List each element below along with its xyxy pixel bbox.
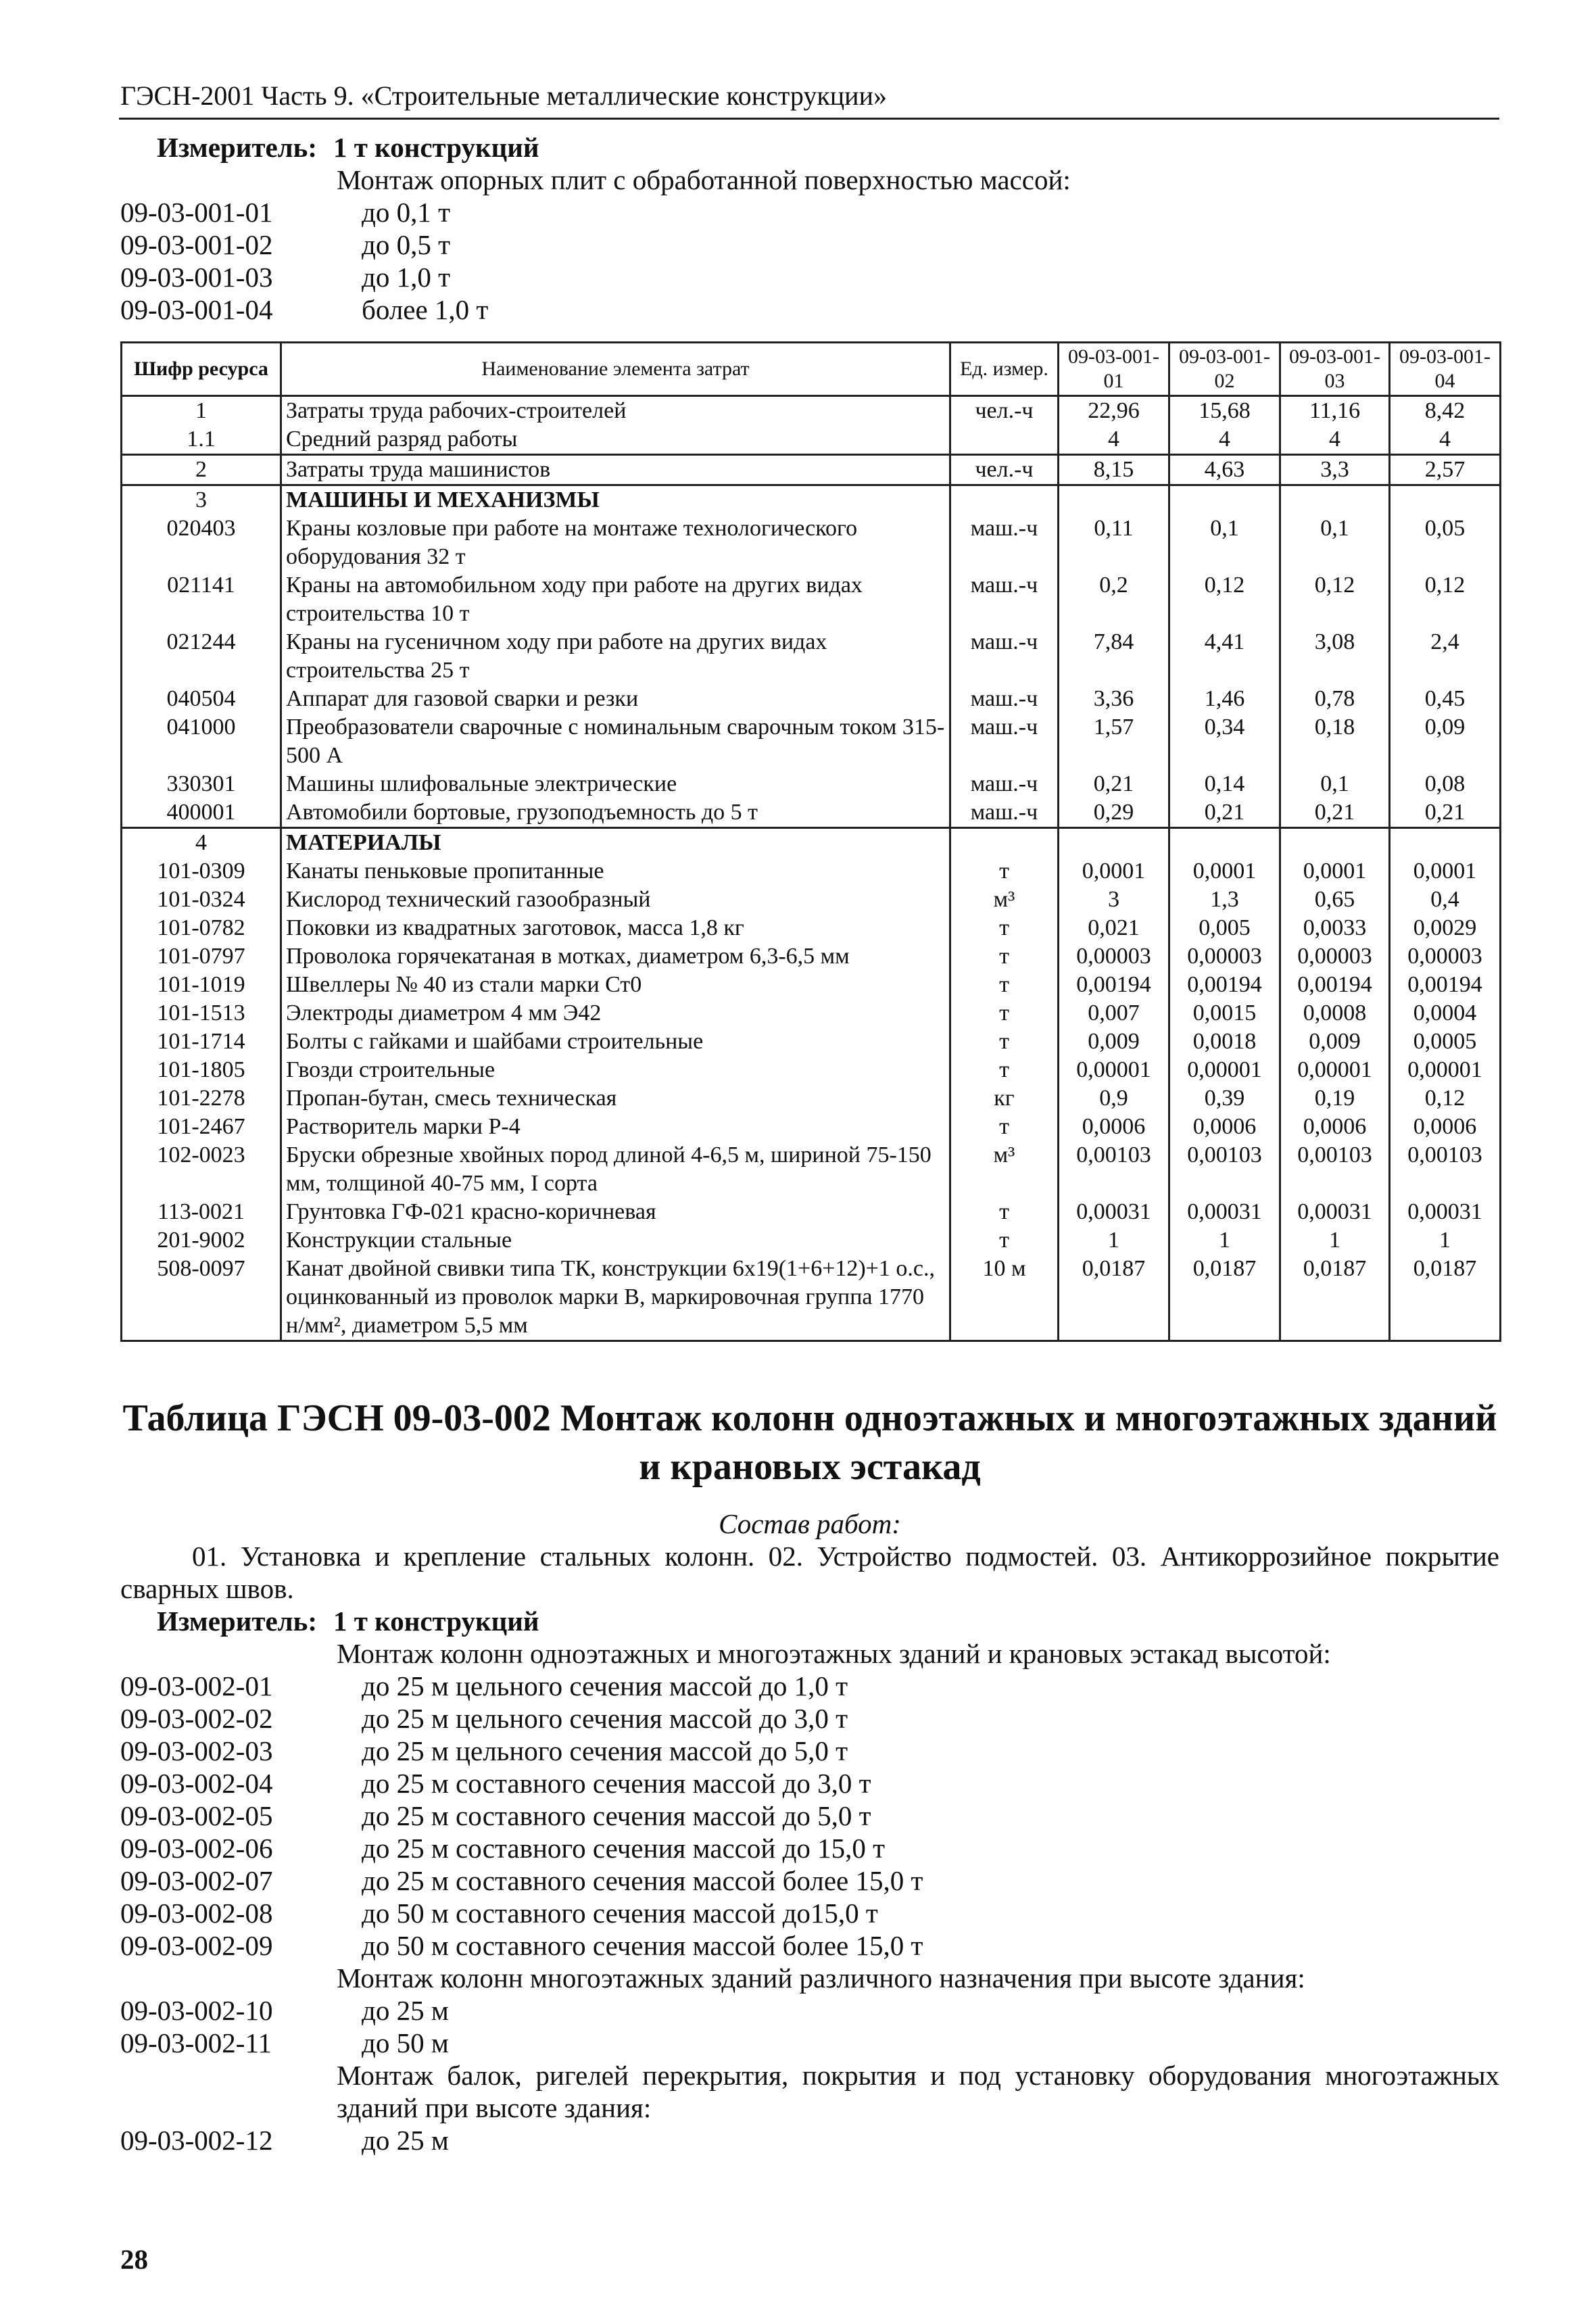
code-desc: до 25 м — [362, 1995, 449, 2026]
value-col-3: 0,65 — [1280, 886, 1390, 914]
code: 09-03-001-01 — [120, 197, 273, 228]
value-col-2: 1,46 — [1169, 685, 1280, 713]
value-col-4: 2,57 — [1390, 455, 1501, 485]
resource-code: 101-0309 — [122, 857, 281, 886]
code-desc: до 50 м составного сечения массой до15,0 т — [362, 1898, 878, 1929]
value-col-4: 1 — [1390, 1226, 1501, 1255]
value-col-2: 0,0018 — [1169, 1028, 1280, 1056]
value-col-4: 0,05 — [1390, 514, 1501, 571]
resource-unit — [950, 828, 1059, 858]
value-col-2: 0,00001 — [1169, 1056, 1280, 1084]
meter-line-2 — [157, 1605, 539, 1637]
value-col-1 — [1059, 485, 1169, 515]
resource-code: 113-0021 — [122, 1198, 281, 1226]
resource-unit: т — [950, 1226, 1059, 1255]
value-col-1: 0,0001 — [1059, 857, 1169, 886]
value-col-2: 0,0006 — [1169, 1113, 1280, 1141]
value-col-2: 0,39 — [1169, 1084, 1280, 1113]
value-col-3: 0,00001 — [1280, 1056, 1390, 1084]
value-col-1: 1 — [1059, 1226, 1169, 1255]
header-col-2: 09-03-001-02 — [1169, 343, 1280, 396]
meter-label: Измеритель: — [157, 1606, 318, 1637]
resource-name: Машины шлифовальные электрические — [281, 770, 950, 798]
code: 09-03-002-08 — [120, 1898, 273, 1929]
table-row — [122, 514, 1501, 571]
table-row — [122, 628, 1501, 685]
table-body — [122, 396, 1501, 1341]
value-col-3: 0,1 — [1280, 770, 1390, 798]
resource-unit: м³ — [950, 886, 1059, 914]
value-col-2: 0,0187 — [1169, 1255, 1280, 1341]
resource-code: 101-0782 — [122, 914, 281, 942]
table-row — [122, 857, 1501, 886]
table-row — [122, 485, 1501, 515]
work-text: 01. Установка и крепление стальных колонн. 02. Устройство подмостей. 03. Антикоррозийное покрытие сварных швов. — [120, 1541, 1499, 1604]
resource-code: 021244 — [122, 628, 281, 685]
value-col-3: 0,009 — [1280, 1028, 1390, 1056]
resource-name: Затраты труда машинистов — [281, 455, 950, 485]
code-desc: до 25 м составного сечения массой до 15,0 т — [362, 1833, 886, 1864]
value-col-4: 0,00001 — [1390, 1056, 1501, 1084]
value-col-2 — [1169, 485, 1280, 515]
resource-name: Швеллеры № 40 из стали марки Ст0 — [281, 971, 950, 999]
resource-unit — [950, 485, 1059, 515]
table-row — [122, 798, 1501, 828]
resource-name: Краны на гусеничном ходу при работе на других видах строительства 25 т — [281, 628, 950, 685]
meter-line-1 — [157, 131, 539, 164]
value-col-3: 0,0008 — [1280, 999, 1390, 1028]
code-desc: до 25 м цельного сечения массой до 5,0 т — [362, 1735, 848, 1766]
value-col-1: 0,21 — [1059, 770, 1169, 798]
code-desc: до 25 м цельного сечения массой до 3,0 т — [362, 1703, 848, 1734]
table-row — [122, 971, 1501, 999]
value-col-2: 0,21 — [1169, 798, 1280, 828]
value-col-1: 0,00103 — [1059, 1141, 1169, 1198]
value-col-1: 0,021 — [1059, 914, 1169, 942]
resource-code: 101-1513 — [122, 999, 281, 1028]
resource-name: Проволока горячекатаная в мотках, диаметром 6,3-6,5 мм — [281, 942, 950, 971]
value-col-2: 0,00031 — [1169, 1198, 1280, 1226]
value-col-4: 0,00103 — [1390, 1141, 1501, 1198]
section2-intro-1: Монтаж колонн одноэтажных и многоэтажных зданий и крановых эстакад высотой: — [337, 1638, 1331, 1669]
value-col-2: 0,14 — [1169, 770, 1280, 798]
resource-code: 3 — [122, 485, 281, 515]
code-desc: до 25 м составного сечения массой более 15,0 т — [362, 1865, 923, 1896]
code-desc: до 0,1 т — [362, 197, 451, 228]
resource-code: 101-1805 — [122, 1056, 281, 1084]
value-col-4: 0,00031 — [1390, 1198, 1501, 1226]
table-row — [122, 1198, 1501, 1226]
resource-table — [120, 341, 1501, 1342]
resource-code: 1.1 — [122, 425, 281, 455]
resource-code: 101-1019 — [122, 971, 281, 999]
value-col-1: 0,007 — [1059, 999, 1169, 1028]
resource-unit: маш.-ч — [950, 770, 1059, 798]
resource-unit: маш.-ч — [950, 514, 1059, 571]
resource-code: 1 — [122, 396, 281, 426]
resource-code: 021141 — [122, 571, 281, 628]
table-row — [122, 770, 1501, 798]
resource-unit: т — [950, 1113, 1059, 1141]
resource-unit: маш.-ч — [950, 685, 1059, 713]
value-col-3: 0,1 — [1280, 514, 1390, 571]
value-col-2: 0,00103 — [1169, 1141, 1280, 1198]
value-col-4: 0,08 — [1390, 770, 1501, 798]
value-col-2: 0,34 — [1169, 713, 1280, 770]
resource-name: Болты с гайками и шайбами строительные — [281, 1028, 950, 1056]
table-row — [122, 1056, 1501, 1084]
value-col-4: 4 — [1390, 425, 1501, 455]
value-col-3: 3,08 — [1280, 628, 1390, 685]
value-col-3: 4 — [1280, 425, 1390, 455]
value-col-2: 0,00003 — [1169, 942, 1280, 971]
resource-unit: кг — [950, 1084, 1059, 1113]
block1-intro: Монтаж опорных плит с обработанной поверхностью массой: — [337, 164, 1071, 195]
value-col-1: 3,36 — [1059, 685, 1169, 713]
code: 09-03-001-04 — [120, 294, 273, 325]
value-col-3: 11,16 — [1280, 396, 1390, 426]
resource-code: 201-9002 — [122, 1226, 281, 1255]
resource-name: Краны козловые при работе на монтаже технологического оборудования 32 т — [281, 514, 950, 571]
resource-name: Затраты труда рабочих-строителей — [281, 396, 950, 426]
resource-unit: т — [950, 857, 1059, 886]
meter-value: 1 т конструкций — [333, 132, 539, 163]
resource-name: Растворитель марки Р-4 — [281, 1113, 950, 1141]
value-col-3: 0,0006 — [1280, 1113, 1390, 1141]
resource-code: 330301 — [122, 770, 281, 798]
value-col-3: 0,78 — [1280, 685, 1390, 713]
resource-unit: т — [950, 999, 1059, 1028]
resource-unit: маш.-ч — [950, 628, 1059, 685]
table-row — [122, 425, 1501, 455]
value-col-1: 0,0187 — [1059, 1255, 1169, 1341]
value-col-1: 7,84 — [1059, 628, 1169, 685]
resource-code: 4 — [122, 828, 281, 858]
value-col-4: 0,0005 — [1390, 1028, 1501, 1056]
value-col-4: 0,45 — [1390, 685, 1501, 713]
meter-label: Измеритель: — [157, 132, 318, 163]
resource-code: 101-2278 — [122, 1084, 281, 1113]
table-row — [122, 1084, 1501, 1113]
code: 09-03-002-12 — [120, 2125, 273, 2156]
value-col-1: 0,9 — [1059, 1084, 1169, 1113]
resource-name: Канаты пеньковые пропитанные — [281, 857, 950, 886]
value-col-1: 22,96 — [1059, 396, 1169, 426]
code: 09-03-002-06 — [120, 1833, 273, 1864]
value-col-3: 0,00194 — [1280, 971, 1390, 999]
value-col-4: 0,09 — [1390, 713, 1501, 770]
code-desc: до 25 м — [362, 2125, 449, 2156]
code: 09-03-002-11 — [120, 2027, 272, 2058]
resource-name: МАШИНЫ И МЕХАНИЗМЫ — [281, 485, 950, 515]
code-desc: до 25 м составного сечения массой до 3,0 т — [362, 1768, 871, 1799]
table-row — [122, 1113, 1501, 1141]
table-row — [122, 1028, 1501, 1056]
value-col-4: 0,0187 — [1390, 1255, 1501, 1341]
value-col-3: 0,00031 — [1280, 1198, 1390, 1226]
value-col-3 — [1280, 828, 1390, 858]
value-col-2: 0,00194 — [1169, 971, 1280, 999]
header-rule — [119, 118, 1499, 120]
value-col-3: 1 — [1280, 1226, 1390, 1255]
code: 09-03-002-09 — [120, 1930, 273, 1961]
table-header-row — [122, 343, 1501, 396]
value-col-3: 0,0033 — [1280, 914, 1390, 942]
value-col-1: 0,11 — [1059, 514, 1169, 571]
value-col-2: 0,0015 — [1169, 999, 1280, 1028]
resource-name: Краны на автомобильном ходу при работе на других видах строительства 10 т — [281, 571, 950, 628]
resource-unit: т — [950, 942, 1059, 971]
resource-unit: т — [950, 914, 1059, 942]
resource-name: Канат двойной свивки типа ТК, конструкции 6х19(1+6+12)+1 о.с., оцинкованный из проволок марки В, маркировочная группа 1770 н/мм², диаметром 5,5 мм — [281, 1255, 950, 1341]
value-col-1: 0,00194 — [1059, 971, 1169, 999]
code-desc: до 50 м — [362, 2027, 449, 2058]
resource-name: Гвозди строительные — [281, 1056, 950, 1084]
code: 09-03-002-10 — [120, 1995, 273, 2026]
code-desc: до 25 м цельного сечения массой до 1,0 т — [362, 1670, 848, 1702]
header-col-1: 09-03-001-01 — [1059, 343, 1169, 396]
value-col-1: 0,2 — [1059, 571, 1169, 628]
code: 09-03-001-03 — [120, 262, 273, 293]
value-col-4: 0,0029 — [1390, 914, 1501, 942]
resource-unit: чел.-ч — [950, 455, 1059, 485]
section-title: Таблица ГЭСН 09-03-002 Монтаж колонн одноэтажных и многоэтажных зданий и крановых эстакад — [122, 1397, 1497, 1488]
resource-unit: т — [950, 971, 1059, 999]
resource-code: 101-2467 — [122, 1113, 281, 1141]
value-col-2: 0,12 — [1169, 571, 1280, 628]
resource-name: Грунтовка ГФ-021 красно-коричневая — [281, 1198, 950, 1226]
section2-intro-2: Монтаж колонн многоэтажных зданий различного назначения при высоте здания: — [337, 1962, 1305, 1994]
resource-code: 101-1714 — [122, 1028, 281, 1056]
code-desc: более 1,0 т — [362, 294, 489, 325]
resource-name: Средний разряд работы — [281, 425, 950, 455]
resource-unit — [950, 425, 1059, 455]
code: 09-03-001-02 — [120, 229, 273, 260]
header-col-3: 09-03-001-03 — [1280, 343, 1390, 396]
header-unit: Ед. измер. — [950, 343, 1059, 396]
code: 09-03-002-05 — [120, 1800, 273, 1831]
section2-intro-3: Монтаж балок, ригелей перекрытия, покрытия и под установку оборудования многоэтажных зданий при высоте здания: — [337, 2060, 1499, 2123]
value-col-4: 0,21 — [1390, 798, 1501, 828]
value-col-4: 8,42 — [1390, 396, 1501, 426]
resource-unit: маш.-ч — [950, 798, 1059, 828]
value-col-4 — [1390, 828, 1501, 858]
resource-code: 102-0023 — [122, 1141, 281, 1198]
resource-unit: маш.-ч — [950, 713, 1059, 770]
value-col-4: 0,00194 — [1390, 971, 1501, 999]
table-row — [122, 455, 1501, 485]
value-col-2: 15,68 — [1169, 396, 1280, 426]
resource-name: Конструкции стальные — [281, 1226, 950, 1255]
value-col-3 — [1280, 485, 1390, 515]
value-col-2 — [1169, 828, 1280, 858]
table-row — [122, 1255, 1501, 1341]
value-col-4: 2,4 — [1390, 628, 1501, 685]
resource-code: 400001 — [122, 798, 281, 828]
resource-unit: м³ — [950, 1141, 1059, 1198]
value-col-2: 4,41 — [1169, 628, 1280, 685]
value-col-1: 0,009 — [1059, 1028, 1169, 1056]
value-col-1: 3 — [1059, 886, 1169, 914]
value-col-3: 0,00003 — [1280, 942, 1390, 971]
resource-name: Электроды диаметром 4 мм Э42 — [281, 999, 950, 1028]
table-row — [122, 571, 1501, 628]
value-col-1: 8,15 — [1059, 455, 1169, 485]
value-col-2: 1,3 — [1169, 886, 1280, 914]
value-col-3: 0,12 — [1280, 571, 1390, 628]
resource-unit: 10 м — [950, 1255, 1059, 1341]
value-col-4: 0,0004 — [1390, 999, 1501, 1028]
resource-unit: т — [950, 1056, 1059, 1084]
value-col-1: 4 — [1059, 425, 1169, 455]
resource-unit: т — [950, 1028, 1059, 1056]
value-col-1: 0,0006 — [1059, 1113, 1169, 1141]
running-header: ГЭСН-2001 Часть 9. «Строительные металлические конструкции» — [120, 80, 887, 111]
table-row — [122, 828, 1501, 858]
table-row — [122, 886, 1501, 914]
resource-name: Пропан-бутан, смесь техническая — [281, 1084, 950, 1113]
value-col-3: 0,00103 — [1280, 1141, 1390, 1198]
work-heading: Состав работ: — [719, 1508, 901, 1539]
table-row — [122, 999, 1501, 1028]
resource-name: Бруски обрезные хвойных пород длиной 4-6,5 м, шириной 75-150 мм, толщиной 40-75 мм, I сорта — [281, 1141, 950, 1198]
resource-name: Преобразователи сварочные с номинальным сварочным током 315-500 А — [281, 713, 950, 770]
code: 09-03-002-07 — [120, 1865, 273, 1896]
value-col-2: 4 — [1169, 425, 1280, 455]
value-col-2: 0,005 — [1169, 914, 1280, 942]
code-desc: до 25 м составного сечения массой до 5,0 т — [362, 1800, 871, 1831]
resource-name: Автомобили бортовые, грузоподъемность до 5 т — [281, 798, 950, 828]
meter-value: 1 т конструкций — [333, 1606, 539, 1637]
value-col-3: 0,0187 — [1280, 1255, 1390, 1341]
value-col-4: 0,0001 — [1390, 857, 1501, 886]
value-col-1: 0,00031 — [1059, 1198, 1169, 1226]
value-col-4: 0,12 — [1390, 1084, 1501, 1113]
table-row — [122, 713, 1501, 770]
value-col-1: 0,00003 — [1059, 942, 1169, 971]
resource-name: МАТЕРИАЛЫ — [281, 828, 950, 858]
value-col-1: 0,29 — [1059, 798, 1169, 828]
resource-code: 040504 — [122, 685, 281, 713]
code-desc: до 50 м составного сечения массой более 15,0 т — [362, 1930, 923, 1961]
code-desc: до 0,5 т — [362, 229, 451, 260]
value-col-3: 0,0001 — [1280, 857, 1390, 886]
code: 09-03-002-02 — [120, 1703, 273, 1734]
resource-unit: маш.-ч — [950, 571, 1059, 628]
value-col-3: 0,19 — [1280, 1084, 1390, 1113]
code: 09-03-002-04 — [120, 1768, 273, 1799]
value-col-4: 0,0006 — [1390, 1113, 1501, 1141]
value-col-3: 0,21 — [1280, 798, 1390, 828]
header-col-4: 09-03-001-04 — [1390, 343, 1501, 396]
resource-unit: чел.-ч — [950, 396, 1059, 426]
resource-code: 020403 — [122, 514, 281, 571]
value-col-1 — [1059, 828, 1169, 858]
table-row — [122, 1141, 1501, 1198]
value-col-4: 0,00003 — [1390, 942, 1501, 971]
resource-name: Кислород технический газообразный — [281, 886, 950, 914]
header-name: Наименование элемента затрат — [281, 343, 950, 396]
code: 09-03-002-03 — [120, 1735, 273, 1766]
resource-unit: т — [950, 1198, 1059, 1226]
page-number: 28 — [120, 2244, 148, 2275]
resource-code: 2 — [122, 455, 281, 485]
value-col-2: 4,63 — [1169, 455, 1280, 485]
value-col-3: 0,18 — [1280, 713, 1390, 770]
value-col-1: 0,00001 — [1059, 1056, 1169, 1084]
resource-code: 101-0797 — [122, 942, 281, 971]
value-col-1: 1,57 — [1059, 713, 1169, 770]
value-col-2: 0,1 — [1169, 514, 1280, 571]
value-col-2: 1 — [1169, 1226, 1280, 1255]
value-col-4 — [1390, 485, 1501, 515]
code: 09-03-002-01 — [120, 1670, 273, 1702]
table-row — [122, 914, 1501, 942]
table-row — [122, 1226, 1501, 1255]
value-col-4: 0,12 — [1390, 571, 1501, 628]
resource-code: 508-0097 — [122, 1255, 281, 1341]
resource-code: 101-0324 — [122, 886, 281, 914]
table-row — [122, 685, 1501, 713]
resource-code: 041000 — [122, 713, 281, 770]
table-row — [122, 396, 1501, 426]
resource-name: Поковки из квадратных заготовок, масса 1,8 кг — [281, 914, 950, 942]
value-col-2: 0,0001 — [1169, 857, 1280, 886]
resource-name: Аппарат для газовой сварки и резки — [281, 685, 950, 713]
header-code: Шифр ресурса — [122, 343, 281, 396]
value-col-3: 3,3 — [1280, 455, 1390, 485]
value-col-4: 0,4 — [1390, 886, 1501, 914]
table-row — [122, 942, 1501, 971]
code-desc: до 1,0 т — [362, 262, 451, 293]
